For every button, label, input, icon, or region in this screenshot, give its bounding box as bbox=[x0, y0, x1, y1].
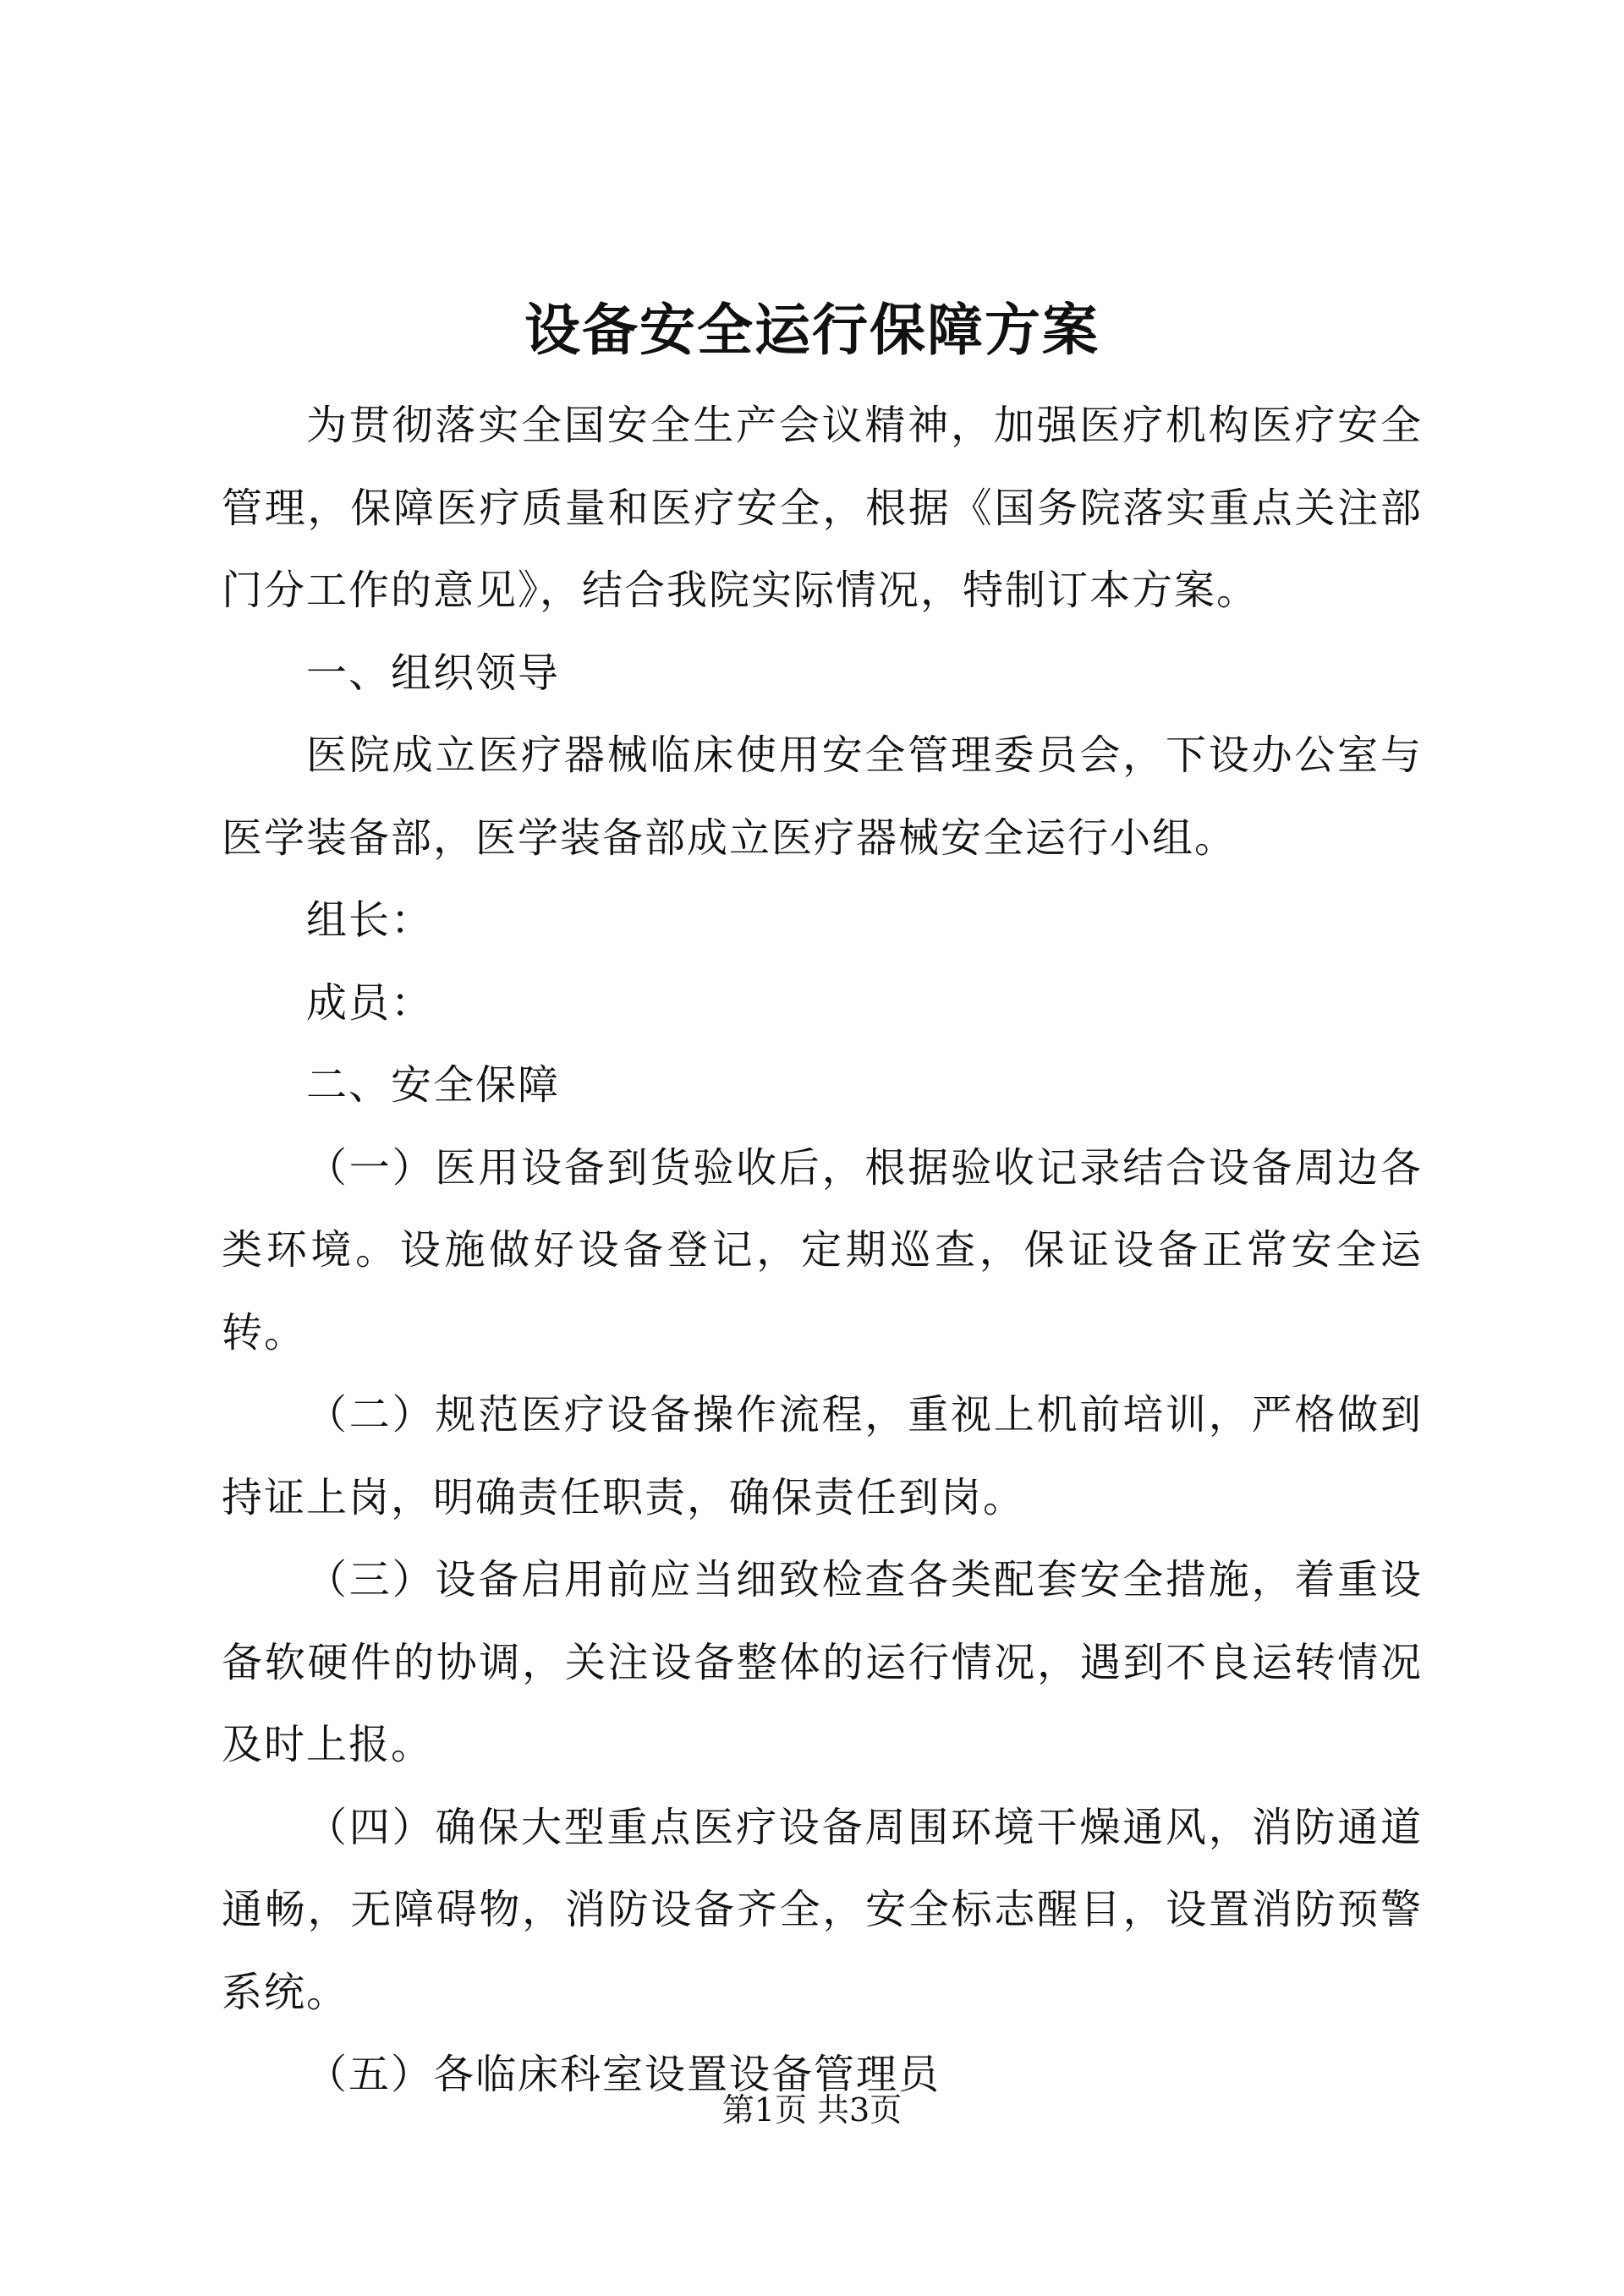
page-footer: 第1页 共3页 bbox=[721, 2091, 903, 2129]
paragraph-item-3: （三）设备启用前应当细致检查各类配套安全措施，着重设备软硬件的协调，关注设备整体的运行情况，遇到不良运转情况及时上报。 bbox=[222, 1556, 1423, 1768]
paragraph-intro: 为贯彻落实全国安全生产会议精神，加强医疗机构医疗安全管理，保障医疗质量和医疗安全，根据《国务院落实重点关注部门分工作的意见》，结合我院实际情况，特制订本方案。 bbox=[222, 402, 1423, 614]
paragraph-item-4: （四）确保大型重点医疗设备周围环境干燥通风，消防通道通畅，无障碍物，消防设备齐全，安全标志醒目，设置消防预警系统。 bbox=[222, 1803, 1423, 2016]
paragraph-item-5: （五）各临床科室设置设备管理员 bbox=[306, 2051, 941, 2098]
group-leader-label: 组长： bbox=[306, 896, 434, 944]
section-heading-safety: 二、安全保障 bbox=[306, 1061, 561, 1109]
paragraph-committee: 医院成立医疗器械临床使用安全管理委员会，下设办公室与医学装备部，医学装备部成立医疗器械安全运行小组。 bbox=[222, 732, 1423, 862]
paragraph-item-1: （一）医用设备到货验收后，根据验收记录结合设备周边各类环境。设施做好设备登记，定期巡查，保证设备正常安全运转。 bbox=[222, 1143, 1423, 1356]
members-label: 成员： bbox=[306, 978, 434, 1027]
section-heading-organization: 一、组织领导 bbox=[306, 649, 561, 697]
document-title: 设备安全运行保障方案 bbox=[524, 297, 1100, 363]
document-body bbox=[222, 385, 1423, 2117]
paragraph-item-2: （二）规范医疗设备操作流程，重视上机前培训，严格做到持证上岗，明确责任职责，确保责任到岗。 bbox=[222, 1391, 1423, 1521]
